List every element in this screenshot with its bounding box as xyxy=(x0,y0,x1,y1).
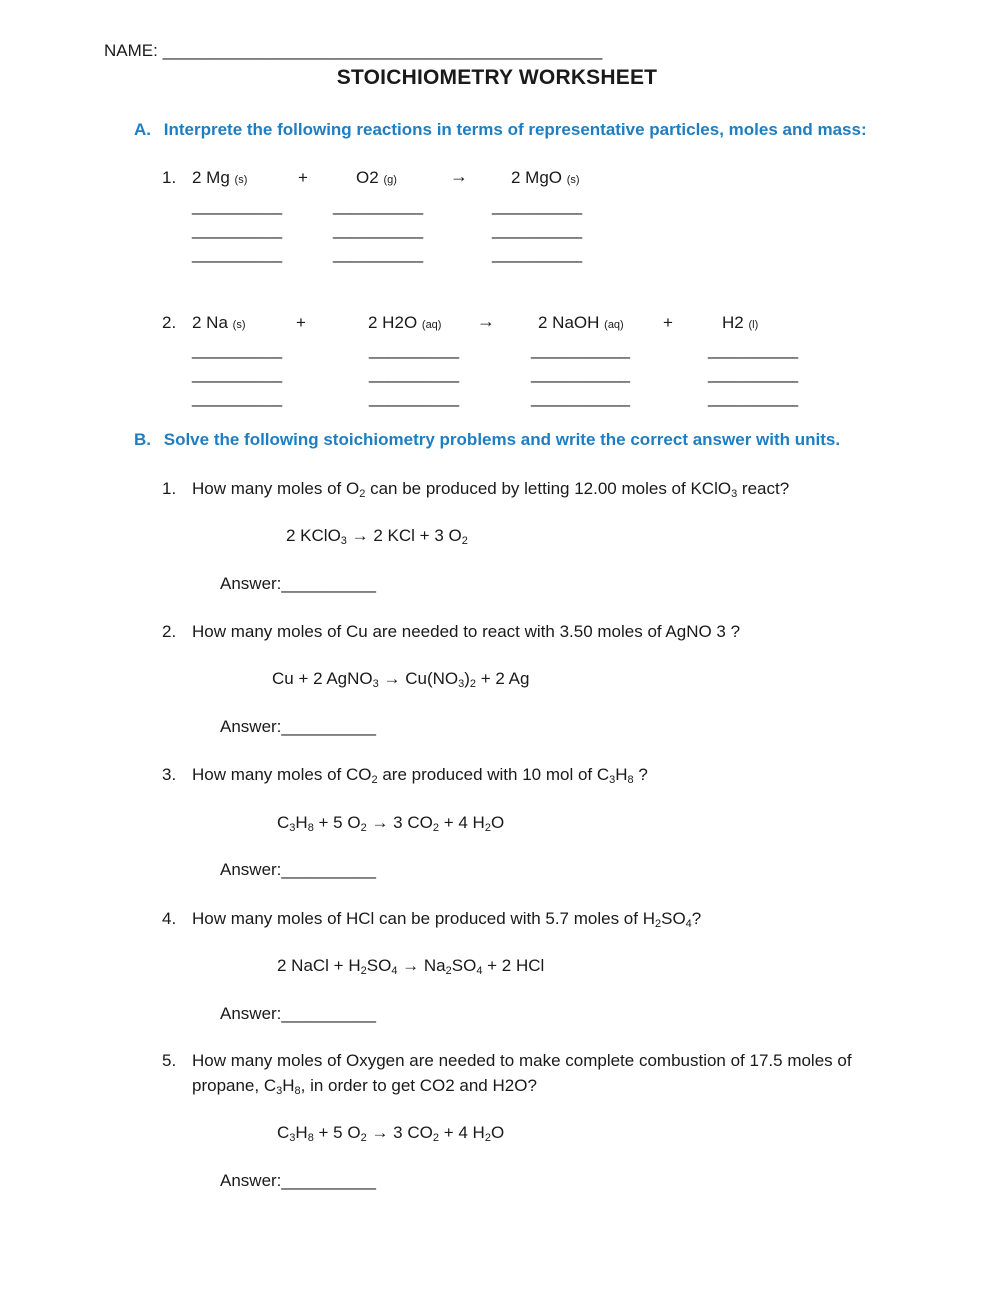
reaction-2-plus: + xyxy=(663,313,673,332)
answer-blank[interactable]: __________ xyxy=(281,860,376,879)
reaction-2-blank[interactable]: __________ xyxy=(708,340,798,359)
problem-3-number: 3. xyxy=(162,765,177,784)
reaction-2-blank[interactable]: ___________ xyxy=(531,388,630,407)
section-b-heading xyxy=(134,430,840,450)
problem-5-equation: $C_3H_8 + 5$ $O_2 \to 3$ $CO_2 + 4$ $H_2O$ xyxy=(277,1123,505,1144)
reaction-2-blank[interactable]: __________ xyxy=(192,340,282,359)
section-a-letter: A. xyxy=(134,120,151,139)
section-b-letter: B. xyxy=(134,430,151,449)
problem-2-question: How many moles of Cu are needed to react with 3.50 moles of AgNO 3 ? xyxy=(192,622,741,641)
name-blank: ________________________________________________ xyxy=(162,41,602,60)
reaction-2-term-naoh: 2 NaOH (aq) xyxy=(538,313,624,332)
problem-5-question-line1: How many moles of Oxygen are needed to make complete combustion of 17.5 moles of xyxy=(192,1051,852,1070)
reaction-2-blank[interactable]: ___________ xyxy=(531,340,630,359)
reaction-1-term-mgo: 2 MgO (s) xyxy=(511,168,580,187)
reaction-2-number: 2. xyxy=(162,313,177,332)
reaction-2-blank[interactable]: __________ xyxy=(369,364,459,383)
reaction-1-number: 1. xyxy=(162,168,177,187)
problem-4-answer[interactable] xyxy=(220,1004,376,1024)
problem-1-answer[interactable] xyxy=(220,574,376,594)
section-a-text: Interprete the following reactions in terms of representative particles, moles and mass: xyxy=(163,120,867,139)
answer-label: Answer: xyxy=(220,1004,282,1023)
name-label: NAME: xyxy=(104,41,158,60)
answer-label: Answer: xyxy=(220,574,282,593)
problem-2-answer[interactable] xyxy=(220,717,376,737)
reaction-1-blank[interactable]: __________ xyxy=(492,244,582,263)
answer-blank[interactable]: __________ xyxy=(281,574,376,593)
reaction-1-blank[interactable]: __________ xyxy=(492,220,582,239)
answer-blank[interactable]: __________ xyxy=(281,1004,376,1023)
answer-label: Answer: xyxy=(220,1171,282,1190)
reaction-2-blank[interactable]: __________ xyxy=(369,388,459,407)
reaction-1-term-o2: O2 (g) xyxy=(356,168,397,187)
reaction-2-plus: + xyxy=(296,313,306,332)
answer-blank[interactable]: __________ xyxy=(281,1171,376,1190)
reaction-2-term-h2: H2 (l) xyxy=(722,313,759,332)
problem-2-equation: Cu + 2 AgNO$_3$ → $Cu(NO_3)_2 + 2$ Ag xyxy=(272,669,530,690)
reaction-1-plus: + xyxy=(298,168,308,187)
answer-label: Answer: xyxy=(220,717,282,736)
problem-4-equation: 2 NaCl + $H_2SO_4 \to Na_2SO_4 + 2$ HCl xyxy=(277,956,545,977)
reaction-1-blank[interactable]: __________ xyxy=(333,196,423,215)
problem-1-question: How many moles of $O_2$ can be produced by letting 12.00 moles of KClO$_3$ react? xyxy=(192,479,790,500)
problem-5-question-line2: propane, $C_3H_8$, in order to get CO2 and H2O? xyxy=(192,1076,537,1097)
problem-5-answer[interactable] xyxy=(220,1171,376,1191)
problem-1-equation: 2 KClO$_3$ → 2 KCl + 3 $O_2$ xyxy=(286,526,468,547)
reaction-1-term-mg: 2 Mg (s) xyxy=(192,168,248,187)
reaction-2-arrow-icon: → xyxy=(477,311,495,331)
problem-2-number: 2. xyxy=(162,622,177,641)
section-b-text: Solve the following stoichiometry problems and write the correct answer with units. xyxy=(163,430,841,449)
problem-3-question: How many moles of $CO_2$ are produced with 10 mol of $C_3H_8$ ? xyxy=(192,765,648,786)
reaction-1-blank[interactable]: __________ xyxy=(192,220,282,239)
reaction-1-blank[interactable]: __________ xyxy=(192,244,282,263)
reaction-2-blank[interactable]: ___________ xyxy=(531,364,630,383)
section-a-heading xyxy=(134,120,867,140)
reaction-2-term-na: 2 Na (s) xyxy=(192,313,246,332)
problem-4-number: 4. xyxy=(162,909,177,928)
reaction-1-arrow-icon: → xyxy=(450,166,468,186)
answer-blank[interactable]: __________ xyxy=(281,717,376,736)
problem-4-question: How many moles of HCl can be produced with 5.7 moles of $H_2SO_4$? xyxy=(192,909,702,930)
problem-3-answer[interactable] xyxy=(220,860,376,880)
reaction-2-term-h2o: 2 H2O (aq) xyxy=(368,313,442,332)
name-field[interactable] xyxy=(104,41,602,61)
reaction-2-blank[interactable]: __________ xyxy=(708,364,798,383)
reaction-2-blank[interactable]: __________ xyxy=(708,388,798,407)
problem-3-equation: $C_3H_8 + 5$ $O_2 \to 3$ $CO_2 + 4$ $H_2O$ xyxy=(277,813,505,834)
reaction-2-blank[interactable]: __________ xyxy=(192,364,282,383)
problem-1-number: 1. xyxy=(162,479,177,498)
reaction-1-blank[interactable]: __________ xyxy=(333,244,423,263)
reaction-1-blank[interactable]: __________ xyxy=(492,196,582,215)
reaction-1-blank[interactable]: __________ xyxy=(333,220,423,239)
answer-label: Answer: xyxy=(220,860,282,879)
page-title: STOICHIOMETRY WORKSHEET xyxy=(336,66,658,89)
reaction-2-blank[interactable]: __________ xyxy=(369,340,459,359)
reaction-2-blank[interactable]: __________ xyxy=(192,388,282,407)
problem-5-number: 5. xyxy=(162,1051,177,1070)
reaction-1-blank[interactable]: __________ xyxy=(192,196,282,215)
